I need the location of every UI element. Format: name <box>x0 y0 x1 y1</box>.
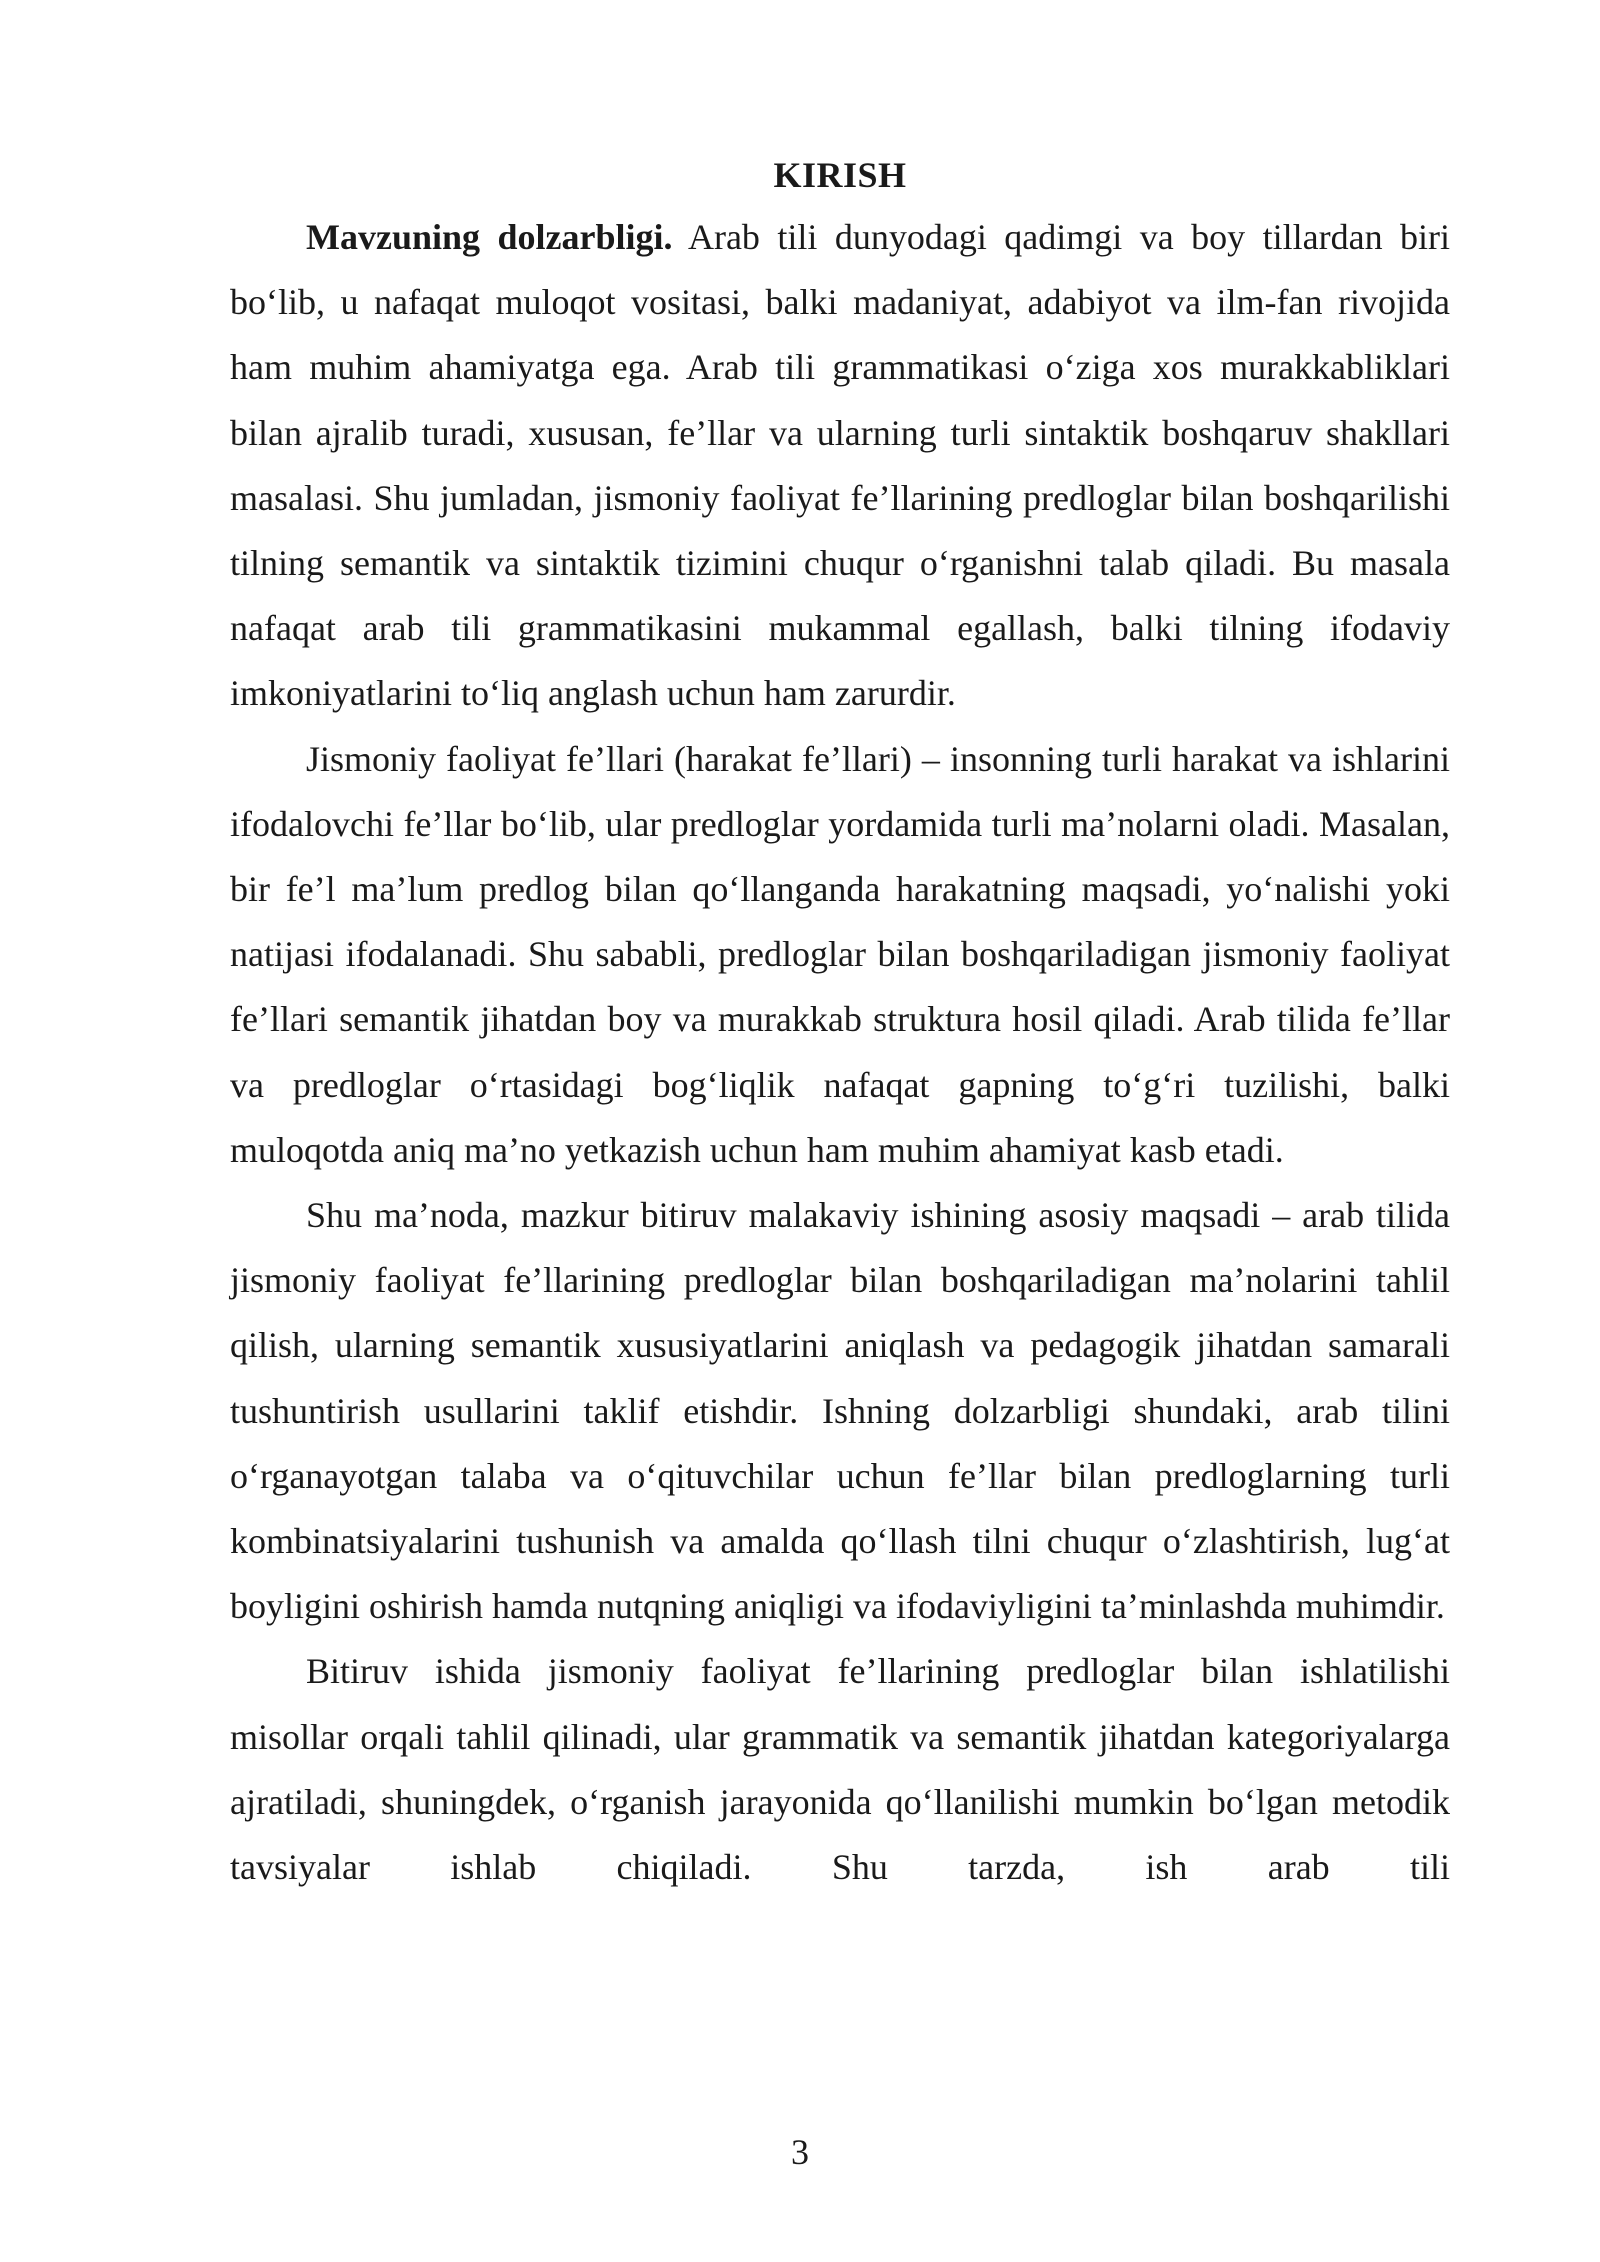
paragraph-lead: Mavzuning dolzarbligi. <box>306 217 673 257</box>
paragraph-text: Jismoniy faoliyat fe’llari (harakat fe’llari) – insonning turli harakat va ishlarini ifodalovchi fe’llar bo‘lib, ular predloglar yordamida turli ma’nolarni oladi. Masalan, bir fe’l ma’lum predlog bilan qo‘llanganda harakatning maqsadi, yo‘nalishi yoki natijasi ifodalanadi. Shu sababli, predloglar bilan boshqariladigan jismoniy faoliyat fe’llari semantik jihatdan boy va murakkab struktura hosil qiladi. Arab tilida fe’llar va predloglar o‘rtasidagi bog‘liqlik nafaqat gapning to‘g‘ri tuzilishi, balki muloqotda aniq ma’no yetkazish uchun ham muhim ahamiyat kasb etadi. <box>230 738 1450 1170</box>
paragraph-text: Arab tili dunyodagi qadimgi va boy tillardan biri bo‘lib, u nafaqat muloqot vositasi, balki madaniyat, adabiyot va ilm-fan rivojida ham muhim ahamiyatga ega. Arab tili grammatikasi o‘ziga xos murakkabliklari bilan ajralib turadi, xususan, fe’llar va ularning turli sintaktik boshqaruv shakllari masalasi. Shu jumladan, jismoniy faoliyat fe’llarining predloglar bilan boshqarilishi tilning semantik va sintaktik tizimini chuqur o‘rganishni talab qiladi. Bu masala nafaqat arab tili grammatikasini mukammal egallash, balki tilning ifodaviy imkoniyatlarini to‘liq anglash uchun ham zarurdir. <box>230 217 1451 714</box>
page-number: 3 <box>791 2132 809 2172</box>
paragraph-methods <box>230 1639 1450 1900</box>
paragraph-physical-verbs <box>230 727 1450 1183</box>
paragraph-aim <box>230 1183 1450 1639</box>
paragraph-text: Bitiruv ishida jismoniy faoliyat fe’llarining predloglar bilan ishlatilishi misollar orqali tahlil qilinadi, ular grammatik va semantik jihatdan kategoriyalarga ajratiladi, shuningdek, o‘rganish jarayonida qo‘llanilishi mumkin bo‘lgan metodik tavsiyalar ishlab chiqiladi. Shu tarzda, ish arab tili <box>230 1651 1450 1888</box>
paragraph-text: Shu ma’noda, mazkur bitiruv malakaviy ishining asosiy maqsadi – arab tilida jismoniy faoliyat fe’llarining predloglar bilan boshqariladigan ma’nolarini tahlil qilish, ularning semantik xususiyatlarini aniqlash va pedagogik jihatdan samarali tushuntirish usullarini taklif etishdir. Ishning dolzarbligi shundaki, arab tilini o‘rganayotgan talaba va o‘qituvchilar uchun fe’llar bilan predloglarning turli kombinatsiyalarini tushunish va amalda qo‘llash tilni chuqur o‘zlashtirish, lug‘at boyligini oshirish hamda nutqning aniqligi va ifodaviyligini ta’minlashda muhimdir. <box>230 1195 1450 1627</box>
section-heading: KIRISH <box>773 155 907 195</box>
paragraph-relevance <box>230 205 1450 727</box>
document-page <box>230 145 1450 1900</box>
